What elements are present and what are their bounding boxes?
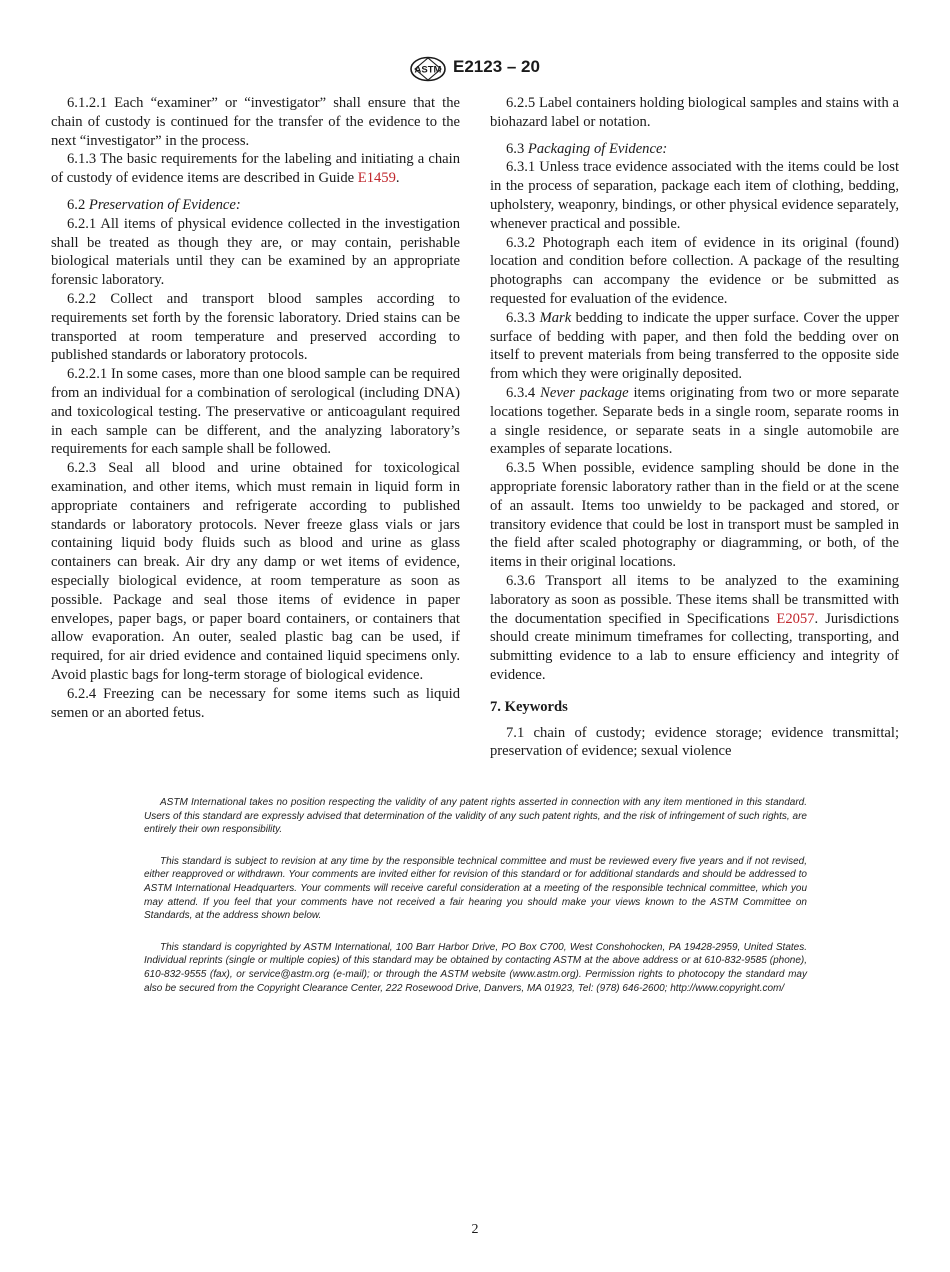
paragraph-6-1-3-end: . xyxy=(395,170,400,187)
paragraph-6-2-5: 6.2.5 Label containers holding biological samples and stains with a biohazard label or notation. xyxy=(490,95,899,130)
paragraph-6-3-3-text: bedding to indicate the upper surface. Cover the upper surface of bedding with paper, and then fold the bedding over on itself to prevent materials from being transferred to the opposite side from which they were originally deposited. xyxy=(490,309,899,383)
paragraph-6-2-2: 6.2.2 Collect and transport blood samples according to requirements set forth by the forensic laboratory. Dried stains can be transported at room temperature and preserved according to published standards or laboratory protocols. xyxy=(51,290,460,364)
revision-notice: This standard is subject to revision at any time by the responsible technical committee and must be reviewed every five years and if not revised, either reapproved or withdrawn. Your comments are invited either for revision of this standard or for additional standards and should be addressed to ASTM International Headquarters. Your comments will receive careful consideration at a meeting of the responsible technical committee, which you may attend. If you feel that your comments have not received a fair hearing you should make your views known to the ASTM Committee on Standards, at the address shown below. xyxy=(144,855,807,922)
page-number: 2 xyxy=(471,1222,479,1237)
paragraph-6-3-4-emphasis: Never package xyxy=(540,384,629,401)
copyright-notice: This standard is copyrighted by ASTM International, 100 Barr Harbor Drive, PO Box C700, West Conshohocken, PA 19428-2959, United States. Individual reprints (single or multiple copies) of this standard may be obtained by contacting ASTM at the above address or at 610-832-9585 (phone), 610-832-9555 (fax), or service@astm.org (e-mail); or through the ASTM website (www.astm.org). Permission rights to photocopy the standard may also be secured from the Copyright Clearance Center, 222 Rosewood Drive, Danvers, MA 01923, Tel: (978) 646-2600; http://www.copyright.com/ xyxy=(144,941,807,994)
paragraph-6-3-5: 6.3.5 When possible, evidence sampling should be done in the appropriate forensic laboratory rather than in the field or at the scene of an assault. Items too unwieldy to be packaged and stored, or transitory evidence that could be lost in transport must be sampled in the field after scaled photography or diagramming, or both, of the items in their original locations. xyxy=(490,460,899,571)
paragraph-6-3-3-emphasis: Mark xyxy=(539,309,572,326)
section-heading-6-2 xyxy=(51,196,460,215)
page-header xyxy=(0,56,950,82)
section-heading-6-3 xyxy=(490,140,899,159)
section-title-6-3: Packaging of Evidence: xyxy=(527,140,668,157)
section-title-6-2: Preservation of Evidence: xyxy=(88,196,241,213)
paragraph-6-3-4-number: 6.3.4 xyxy=(506,384,536,401)
paragraph-6-1-3-text: 6.1.3 The basic requirements for the labeling and initiating a chain of custody of evidence items are described in Guide xyxy=(51,151,460,187)
paragraph-6-2-4: 6.2.4 Freezing can be necessary for some items such as liquid semen or an aborted fetus. xyxy=(51,685,460,721)
paragraph-6-3-1: 6.3.1 Unless trace evidence associated with the items could be lost in the process of separation, package each item of clothing, bedding, upholstery, weaponry, bindings, or other physical evidence separately, whenever practical and possible. xyxy=(490,159,899,232)
left-column xyxy=(51,94,460,722)
reference-link-e2057[interactable]: E2057 xyxy=(776,610,815,627)
paragraph-6-3-3 xyxy=(490,309,899,384)
section-number-6-3: 6.3 xyxy=(506,140,525,157)
paragraph-6-2-3: 6.2.3 Seal all blood and urine obtained for toxicological examination, and other items, which must remain in liquid form in appropriate containers and refrigerate according to published standards or laboratory protocols. Never freeze glass vials or jars containing liquid body fluids such as blood and urine as glass containers can break. Air dry any damp or wet items of evidence, especially biological evidence, at room temperature as soon as possible. Package and seal those items of evidence in paper envelopes, paper bags, or paper board containers, or containers that allow evaporation. An outer, sealed plastic bag can be used, if required, for air dried evidence and contained liquid specimens only. Avoid plastic bags for long-term storage of biological evidence. xyxy=(51,460,460,683)
paragraph-6-1-3 xyxy=(51,150,460,188)
paragraph-6-3-4 xyxy=(490,384,899,459)
paragraph-6-3-6 xyxy=(490,572,899,685)
section-heading-keywords: 7. Keywords xyxy=(490,698,568,715)
paragraph-6-3-2: 6.3.2 Photograph each item of evidence in its original (found) location and condition before collection. A package of the resulting photographs can accompany the evidence or be submitted as requested for evaluation of the evidence. xyxy=(490,234,899,307)
paragraph-6-3-6-end: . Jurisdictions should create minimum timeframes for collecting, transporting, and submitting evidence to a lab to ensure efficiency and integrity of evidence. xyxy=(490,610,899,683)
section-number-6-2: 6.2 xyxy=(67,196,86,213)
standard-designation: E2123 – 20 xyxy=(453,57,540,76)
paragraph-6-3-4-text: items originating from two or more separate locations together. Separate beds in a single room, separate rooms in a single residence, or separate seats in a single automobile are examples of separate locations. xyxy=(490,384,899,458)
astm-logo-icon xyxy=(409,56,447,82)
footer-notices xyxy=(144,796,807,1013)
reference-link-e1459[interactable]: E1459 xyxy=(357,170,396,187)
paragraph-6-2-1: 6.2.1 All items of physical evidence collected in the investigation shall be treated as though they are, or may contain, perishable biological materials until they can be examined by an appropriate forensic laboratory. xyxy=(51,215,460,289)
paragraph-6-3-6-text: 6.3.6 Transport all items to be analyzed to the examining laboratory as soon as possible. These items shall be transmitted with the documentation specified in Specifications xyxy=(490,572,899,627)
paragraph-7-1: 7.1 chain of custody; evidence storage; evidence transmittal; preservation of evidence; sexual violence xyxy=(490,724,899,760)
paragraph-6-3-3-number: 6.3.3 xyxy=(506,309,536,326)
right-column xyxy=(490,94,899,761)
patent-notice: ASTM International takes no position respecting the validity of any patent rights asserted in connection with any item mentioned in this standard. Users of this standard are expressly advised that determination of the validity of any such patent rights, and the risk of infringement of such rights, are entirely their own responsibility. xyxy=(144,797,807,836)
paragraph-6-2-2-1: 6.2.2.1 In some cases, more than one blood sample can be required from an individual for a combination of serological (including DNA) and toxicological testing. The preservative or anticoagulant required in each sample can be different, and the analyzing laboratory’s requirements for each sample shall be followed. xyxy=(51,366,460,458)
logo-text: ASTM xyxy=(414,64,442,76)
paragraph-6-1-2-1: 6.1.2.1 Each “examiner” or “investigator” shall ensure that the chain of custody is continued for the transfer of the evidence to the next “investigator” in the process. xyxy=(51,95,460,149)
